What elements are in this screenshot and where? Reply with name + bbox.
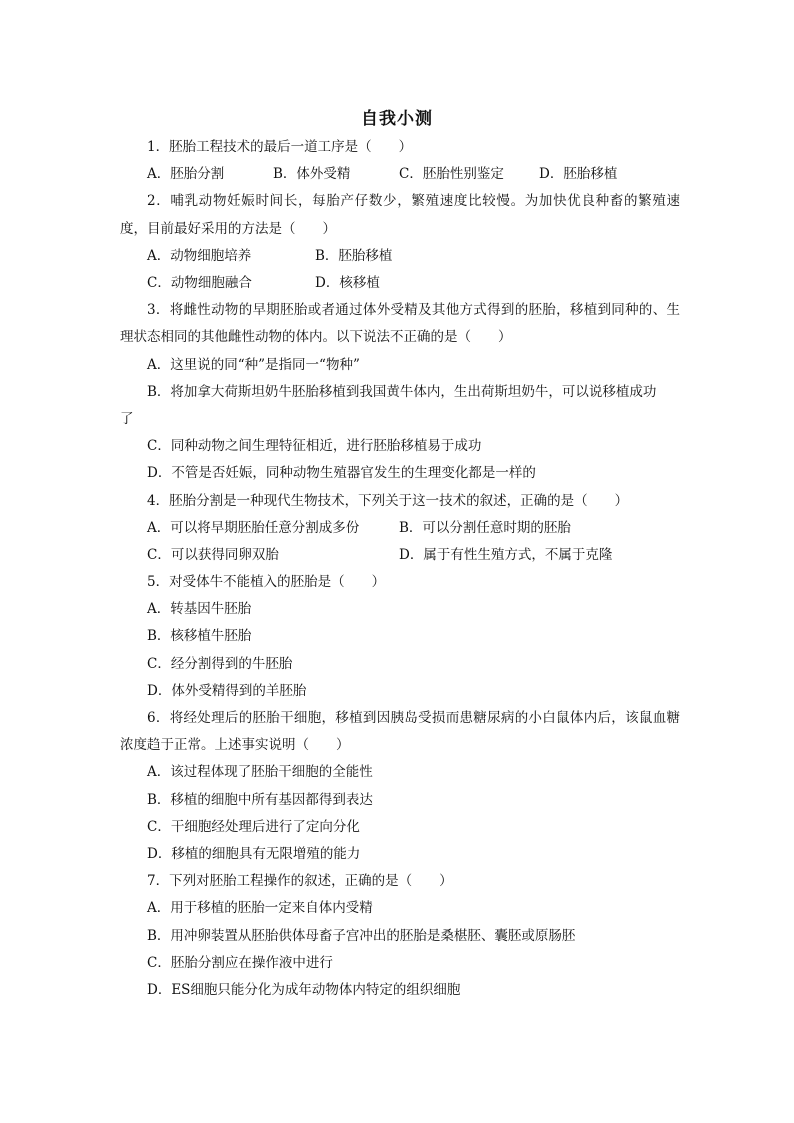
question-1-option-c: C．胚胎性别鉴定 xyxy=(399,166,504,183)
question-3-stem: 3．将雌性动物的早期胚胎或者通过体外受精及其他方式得到的胚胎，移植到同种的、生理状态相同的其他雌性动物的体内。以下说法不正确的是（ ） xyxy=(120,302,680,346)
question-1-options xyxy=(120,161,680,188)
question-3-option-b-line-2: 了 xyxy=(120,410,134,427)
question-2-options-row-1 xyxy=(120,243,680,270)
question-2-option-a: A．动物细胞培养 xyxy=(147,247,252,264)
question-4-option-b: B．可以分割任意时期的胚胎 xyxy=(399,519,571,536)
question-2-options-row-2 xyxy=(120,270,680,297)
question-4-options-row-2 xyxy=(120,542,680,569)
question-4-option-a: A．可以将早期胚胎任意分割成多份 xyxy=(147,519,360,536)
question-1-option-a: A．胚胎分割 xyxy=(147,166,225,183)
question-5-option-d: D．体外受精得到的羊胚胎 xyxy=(147,682,307,699)
question-6-option-b: B．移植的细胞中所有基因都得到表达 xyxy=(147,791,373,808)
question-5-option-c: C．经分割得到的牛胚胎 xyxy=(147,655,293,672)
question-7-option-b: B．用冲卵装置从胚胎供体母畜子宫冲出的胚胎是桑椹胚、囊胚或原肠胚 xyxy=(147,927,576,944)
question-3-option-d: D．不管是否妊娠，同种动物生殖器官发生的生理变化都是一样的 xyxy=(147,465,536,482)
question-3-option-a: A．这里说的同“种”是指同一“物种” xyxy=(147,356,360,373)
question-7-option-a: A．用于移植的胚胎一定来自体内受精 xyxy=(147,900,373,917)
page-title: 自我小测 xyxy=(361,109,433,129)
question-1-stem: 1．胚胎工程技术的最后一道工序是（ ） xyxy=(147,139,413,155)
question-4-option-c: C．可以获得同卵双胎 xyxy=(147,546,279,563)
question-5-stem: 5．对受体牛不能植入的胚胎是（ ） xyxy=(147,574,386,591)
question-2-option-d: D．核移植 xyxy=(315,274,380,291)
question-4-option-d: D．属于有性生殖方式，不属于克隆 xyxy=(399,546,613,563)
question-3-option-b-line-1: B．将加拿大荷斯坦奶牛胚胎移植到我国黄牛体内，生出荷斯坦奶牛，可以说移植成功 xyxy=(147,383,657,400)
question-4-options-row-1 xyxy=(120,515,680,542)
question-2-option-c: C．动物细胞融合 xyxy=(147,274,252,291)
question-4-stem: 4．胚胎分割是一种现代生物技术，下列关于这一技术的叙述，正确的是（ ） xyxy=(147,492,629,509)
question-6-option-c: C．干细胞经处理后进行了定向分化 xyxy=(147,818,360,835)
question-6-stem: 6．将经处理后的胚胎干细胞，移植到因胰岛受损而患糖尿病的小白鼠体内后，该鼠血糖浓度趋于正常。上述事实说明（ ） xyxy=(120,710,680,754)
question-6-option-a: A．该过程体现了胚胎干细胞的全能性 xyxy=(147,764,373,781)
question-5-option-a: A．转基因牛胚胎 xyxy=(147,601,252,618)
question-7-option-c: C．胚胎分割应在操作液中进行 xyxy=(147,954,333,971)
question-5-option-b: B．核移植牛胚胎 xyxy=(147,628,252,645)
question-2-option-b: B．胚胎移植 xyxy=(315,247,393,264)
question-1-option-d: D．胚胎移植 xyxy=(539,166,618,183)
question-7-stem: 7．下列对胚胎工程操作的叙述，正确的是（ ） xyxy=(147,873,453,890)
question-7-option-d: D．ES细胞只能分化为成年动物体内特定的组织细胞 xyxy=(147,981,461,998)
question-2-stem: 2．哺乳动物妊娠时间长，每胎产仔数少，繁殖速度比较慢。为加快优良种畜的繁殖速度，目前最好采用的方法是（ ） xyxy=(120,193,680,237)
question-list xyxy=(120,134,680,1004)
question-1-option-b: B．体外受精 xyxy=(273,166,351,183)
question-6-option-d: D．移植的细胞具有无限增殖的能力 xyxy=(147,845,361,862)
question-3-option-c: C．同种动物之间生理特征相近，进行胚胎移植易于成功 xyxy=(147,438,482,455)
